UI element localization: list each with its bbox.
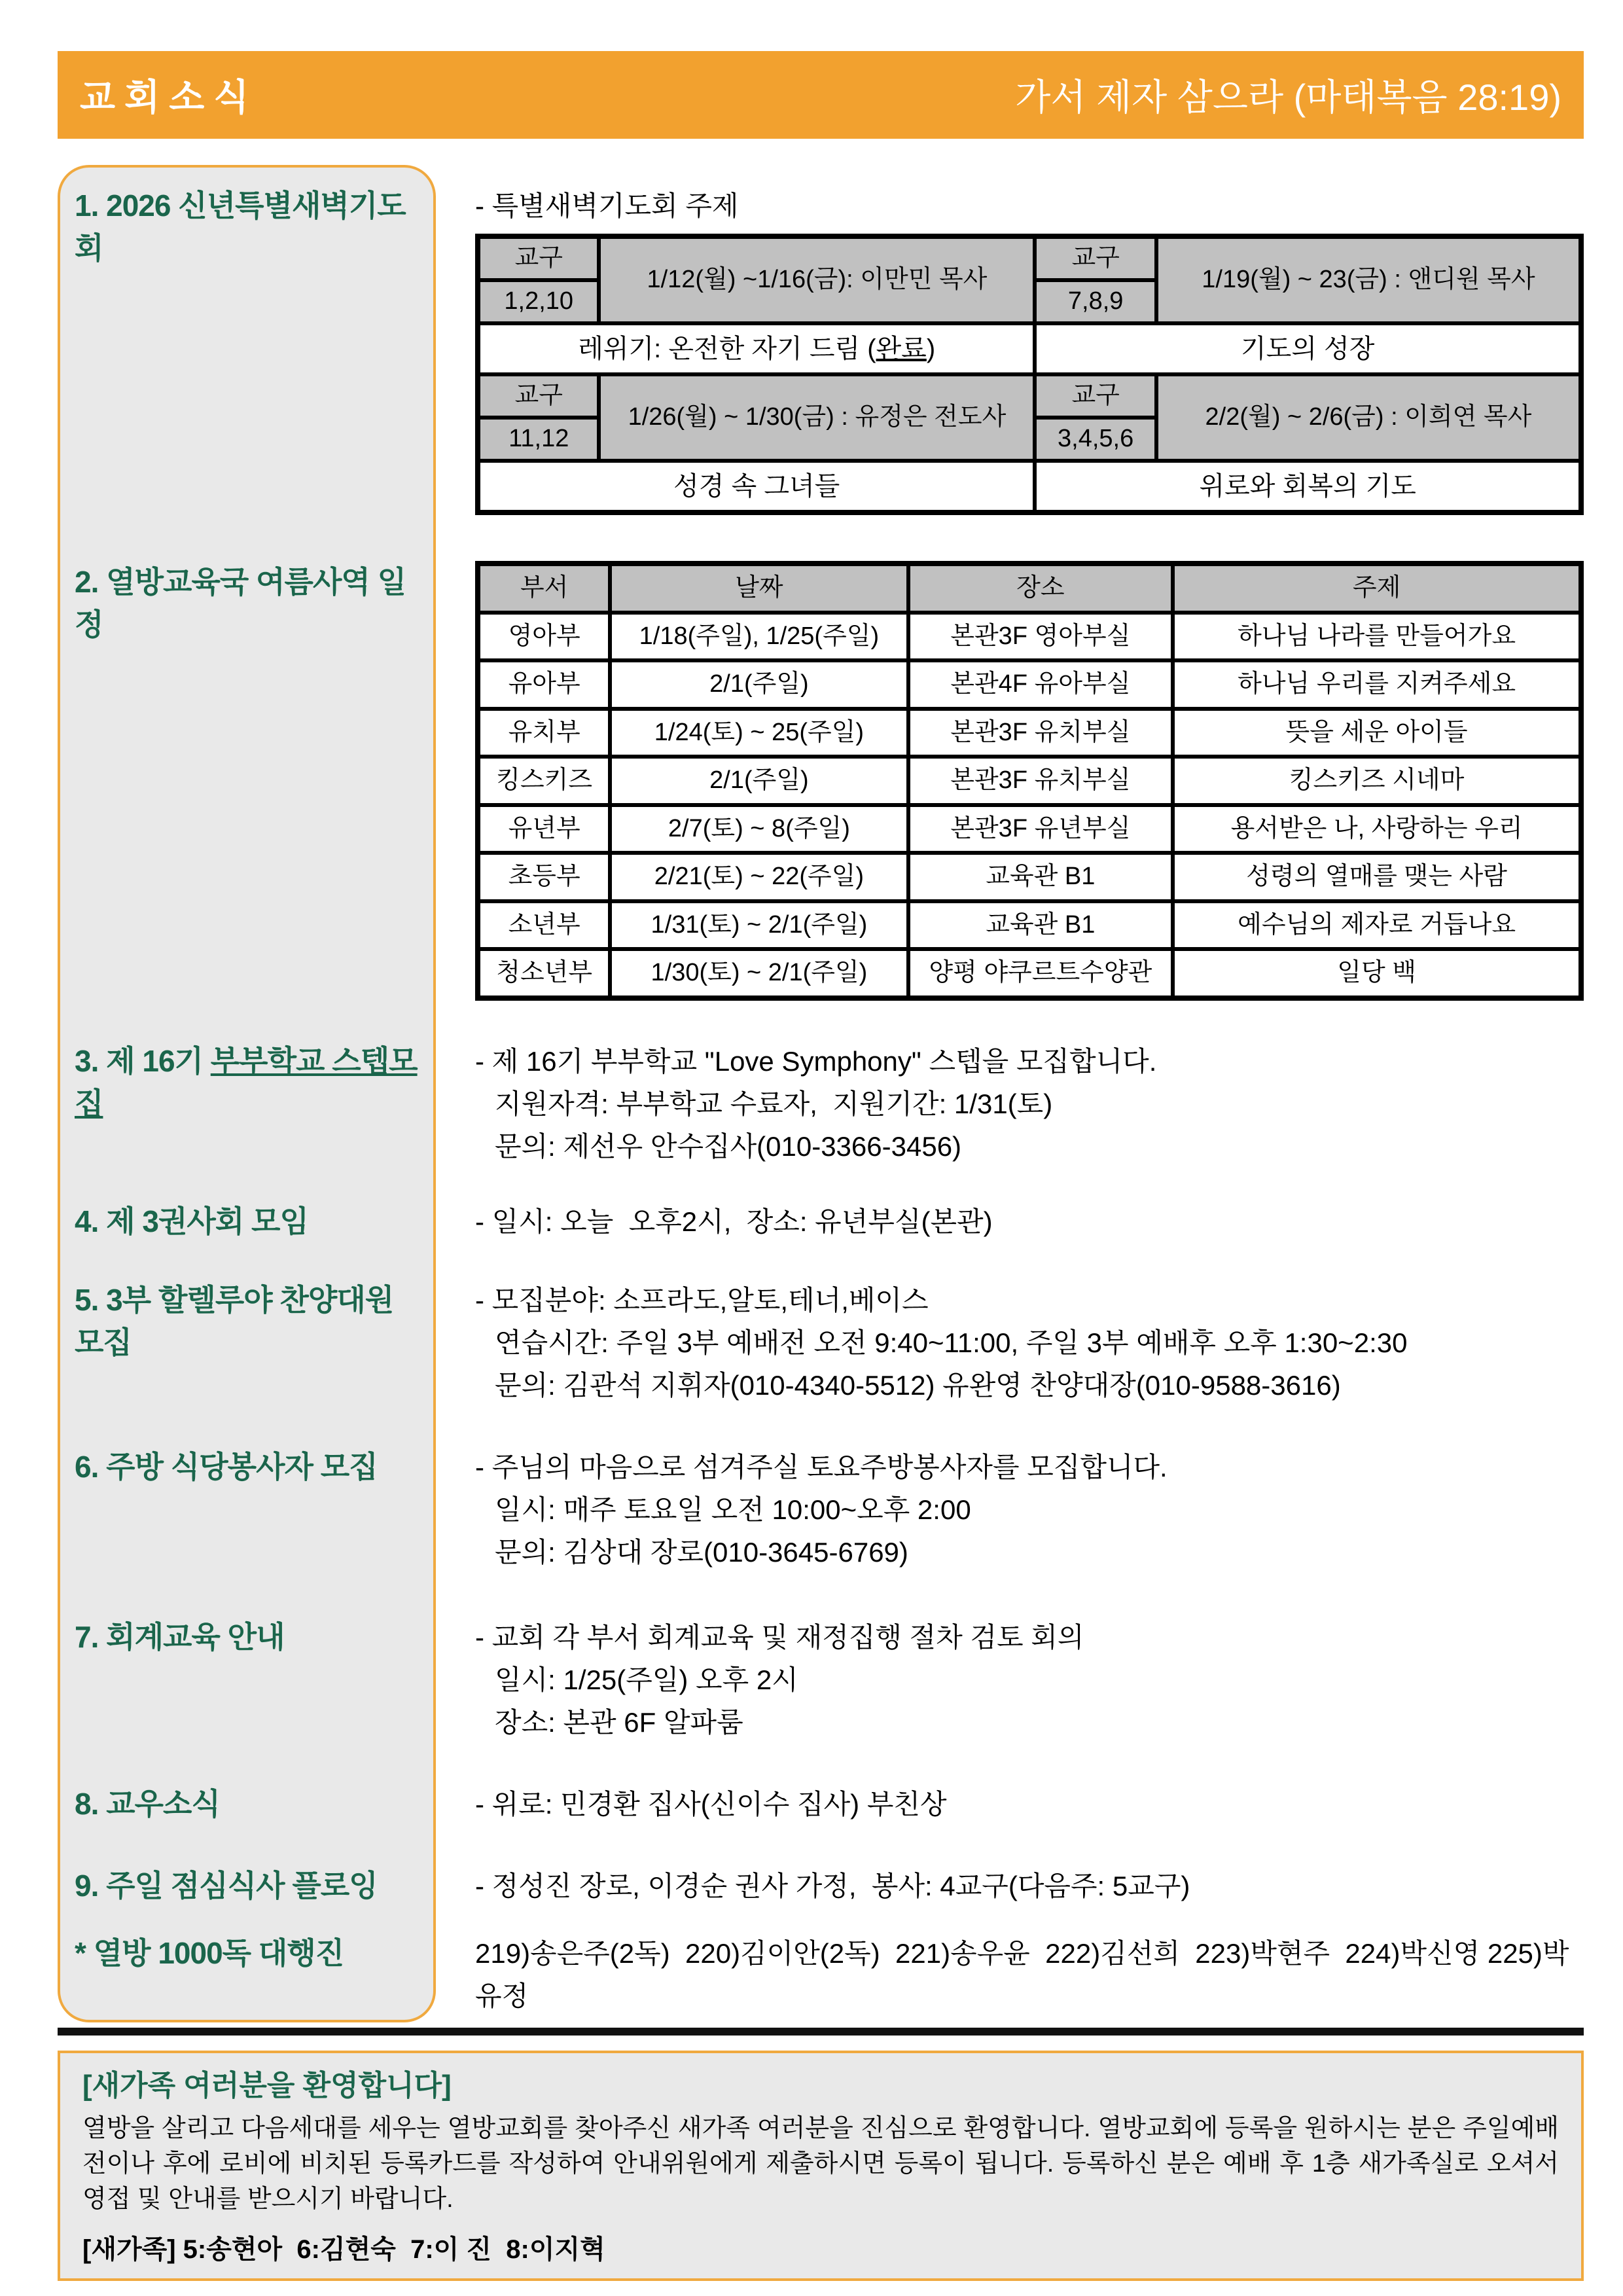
section-6-title: 6. 주방 식당봉사자 모집 xyxy=(75,1449,378,1484)
date-cell: 2/7(토) ~ 8(주일) xyxy=(610,805,908,853)
schedule-cell: 1/12(월) ~1/16(금): 이만민 목사 xyxy=(599,236,1035,323)
date-cell: 2/21(토) ~ 22(주일) xyxy=(610,853,908,901)
place-cell: 본관3F 유치부실 xyxy=(908,757,1173,805)
content-line: - 정성진 장로, 이경순 권사 가정, 봉사: 4교구(다음주: 5교구) xyxy=(475,1870,1190,1901)
district-value-cell: 11,12 xyxy=(478,418,599,461)
dept-cell: 유년부 xyxy=(478,805,610,853)
section-9 xyxy=(58,1865,1584,1907)
section-1-subtitle: - 특별새벽기도회 주제 xyxy=(475,190,739,221)
section-7 xyxy=(58,1616,1584,1744)
dept-cell: 소년부 xyxy=(478,901,610,950)
dept-cell: 초등부 xyxy=(478,853,610,901)
table-row xyxy=(478,805,1581,853)
place-cell: 본관3F 유치부실 xyxy=(908,709,1173,757)
section-3 xyxy=(58,1040,1584,1168)
theme-cell: 뜻을 세운 아이들 xyxy=(1173,709,1581,757)
welcome-title: [새가족 여러분을 환영합니다] xyxy=(82,2070,452,2102)
header-cell: 부서 xyxy=(478,564,610,613)
theme-cell: 레위기: 온전한 자기 드림 (완료) xyxy=(478,323,1035,374)
place-cell: 본관3F 영아부실 xyxy=(908,613,1173,661)
theme-cell: 기도의 성장 xyxy=(1035,323,1581,374)
table-row xyxy=(478,709,1581,757)
content-line: - 위로: 민경환 집사(신이수 집사) 부친상 xyxy=(475,1788,947,1820)
content-line: 문의: 김상대 장로(010-3645-6769) xyxy=(495,1536,908,1568)
section-4-title: 4. 제 3권사회 모임 xyxy=(75,1204,308,1238)
content-line: - 주님의 마음으로 섬겨주실 토요주방봉사자를 모집합니다. xyxy=(475,1451,1168,1482)
date-cell: 1/24(토) ~ 25(주일) xyxy=(610,709,908,757)
schedule-cell: 1/26(월) ~ 1/30(금) : 유정은 전도사 xyxy=(599,374,1035,461)
dept-cell: 청소년부 xyxy=(478,949,610,998)
dept-cell: 영아부 xyxy=(478,613,610,661)
content-line: - 제 16기 부부학교 "Love Symphony" 스텝을 모집합니다. xyxy=(475,1045,1157,1077)
place-cell: 본관3F 유년부실 xyxy=(908,805,1173,853)
theme-cell: 일당 백 xyxy=(1173,949,1581,998)
section-1-title: 1. 2026 신년특별새벽기도회 xyxy=(75,188,406,265)
table-row xyxy=(478,613,1581,661)
section-3-title: 3. 제 16기 부부학교 스텝모집 xyxy=(75,1043,418,1121)
date-cell: 1/31(토) ~ 2/1(주일) xyxy=(610,901,908,950)
newcomer-list: [새가족] 5:송현아 6:김현숙 7:이 진 8:이지혁 xyxy=(82,2235,605,2264)
section-4 xyxy=(58,1200,1584,1243)
theme-cell: 하나님 우리를 지켜주세요 xyxy=(1173,660,1581,709)
theme-cell: 하나님 나라를 만들어가요 xyxy=(1173,613,1581,661)
section-8-title: 8. 교우소식 xyxy=(75,1786,220,1821)
header-bar xyxy=(58,51,1584,139)
content-line: 연습시간: 주일 3부 예배전 오전 9:40~11:00, 주일 3부 예배후 오후 1:30~2:30 xyxy=(495,1327,1408,1358)
welcome-body: 열방을 살리고 다음세대를 세우는 열방교회를 찾아주신 새가족 여러분을 진심으로 환영합니다. 열방교회에 등록을 원하시는 분은 주일예배 전이나 후에 로비에 비치된 등록카드를 작성하여 안내위원에게 제출하시면 등록이 됩니다. 등록하신 분은 예배 후 1층 새가족실로 오셔서 영접 및 안내를 받으시기 바랍니다. xyxy=(82,2115,1559,2213)
content-line: 지원자격: 부부학교 수료자, 지원기간: 1/31(토) xyxy=(495,1088,1053,1119)
theme-cell: 성경 속 그녀들 xyxy=(478,461,1035,512)
content-line: 문의: 제선우 안수집사(010-3366-3456) xyxy=(495,1130,962,1162)
header-verse: 가서 제자 삼으라 (마태복음 28:19) xyxy=(1015,77,1561,118)
place-cell: 교육관 B1 xyxy=(908,901,1173,950)
content-line: - 모집분야: 소프라도,알토,테너,베이스 xyxy=(475,1284,929,1316)
header-cell: 주제 xyxy=(1173,564,1581,613)
section-6 xyxy=(58,1446,1584,1573)
table-row xyxy=(478,901,1581,950)
date-cell: 1/18(주일), 1/25(주일) xyxy=(610,613,908,661)
theme-cell: 예수님의 제자로 거듭나요 xyxy=(1173,901,1581,950)
place-cell: 교육관 B1 xyxy=(908,853,1173,901)
section-5 xyxy=(58,1279,1584,1407)
theme-cell: 성령의 열매를 맺는 사람 xyxy=(1173,853,1581,901)
date-cell: 2/1(주일) xyxy=(610,660,908,709)
district-value-cell: 7,8,9 xyxy=(1035,280,1156,323)
theme-cell: 용서받은 나, 사랑하는 우리 xyxy=(1173,805,1581,853)
schedule-cell: 1/19(월) ~ 23(금) : 앤디원 목사 xyxy=(1156,236,1581,323)
district-value-cell: 3,4,5,6 xyxy=(1035,418,1156,461)
content-line: 219)송은주(2독) 220)김이안(2독) 221)송우윤 222)김선희 223)박현주 224)박신영 225)박유정 xyxy=(475,1937,1569,2011)
district-label-cell: 교구 xyxy=(478,374,599,418)
sections xyxy=(58,165,1584,2017)
dept-cell: 유아부 xyxy=(478,660,610,709)
dept-cell: 유치부 xyxy=(478,709,610,757)
date-cell: 2/1(주일) xyxy=(610,757,908,805)
theme-cell: 위로와 회복의 기도 xyxy=(1035,461,1581,512)
district-value-cell: 1,2,10 xyxy=(478,280,599,323)
section-bible-reading-title: * 열방 1000독 대행진 xyxy=(75,1935,344,1970)
date-cell: 1/30(토) ~ 2/1(주일) xyxy=(610,949,908,998)
dept-cell: 킹스키즈 xyxy=(478,757,610,805)
schedule-cell: 2/2(월) ~ 2/6(금) : 이희연 목사 xyxy=(1156,374,1581,461)
section-bible-reading xyxy=(58,1932,1584,2017)
section-9-title: 9. 주일 점심식사 플로잉 xyxy=(75,1868,378,1903)
place-cell: 본관4F 유아부실 xyxy=(908,660,1173,709)
content-line: 일시: 매주 토요일 오전 10:00~오후 2:00 xyxy=(495,1494,971,1525)
table-row xyxy=(478,853,1581,901)
place-cell: 양평 야쿠르트수양관 xyxy=(908,949,1173,998)
content-line: - 일시: 오늘 오후2시, 장소: 유년부실(본관) xyxy=(475,1206,993,1237)
table-row xyxy=(478,949,1581,998)
divider-line xyxy=(58,2028,1584,2036)
newsletter-title: 교회소식 xyxy=(80,77,259,118)
section-2-title: 2. 열방교육국 여름사역 일정 xyxy=(75,565,406,641)
main-area xyxy=(58,165,1584,2017)
section-7-title: 7. 회계교육 안내 xyxy=(75,1619,285,1654)
content-line: 문의: 김관석 지휘자(010-4340-5512) 유완영 찬양대장(010-9588-3616) xyxy=(495,1369,1341,1401)
table-row xyxy=(478,660,1581,709)
section-3-title-underline: 부부학교 스텝모집 xyxy=(75,1043,418,1121)
section-1 xyxy=(58,185,1584,515)
district-label-cell: 교구 xyxy=(1035,374,1156,418)
district-label-cell: 교구 xyxy=(1035,236,1156,280)
section-8 xyxy=(58,1783,1584,1825)
content-line: 일시: 1/25(주일) 오후 2시 xyxy=(495,1664,798,1695)
content-line: - 교회 각 부서 회계교육 및 재정집행 절차 검토 회의 xyxy=(475,1621,1084,1653)
prayer-schedule-table xyxy=(475,234,1584,515)
content-line: 장소: 본관 6F 알파룸 xyxy=(495,1706,743,1738)
header-cell: 장소 xyxy=(908,564,1173,613)
district-label-cell: 교구 xyxy=(478,236,599,280)
section-2 xyxy=(58,561,1584,1001)
summer-ministry-table xyxy=(475,561,1584,1001)
table-row xyxy=(478,757,1581,805)
header-cell: 날짜 xyxy=(610,564,908,613)
theme-cell: 킹스키즈 시네마 xyxy=(1173,757,1581,805)
section-5-title: 5. 3부 할렐루야 찬양대원 모집 xyxy=(75,1282,394,1359)
welcome-box xyxy=(58,2051,1584,2281)
